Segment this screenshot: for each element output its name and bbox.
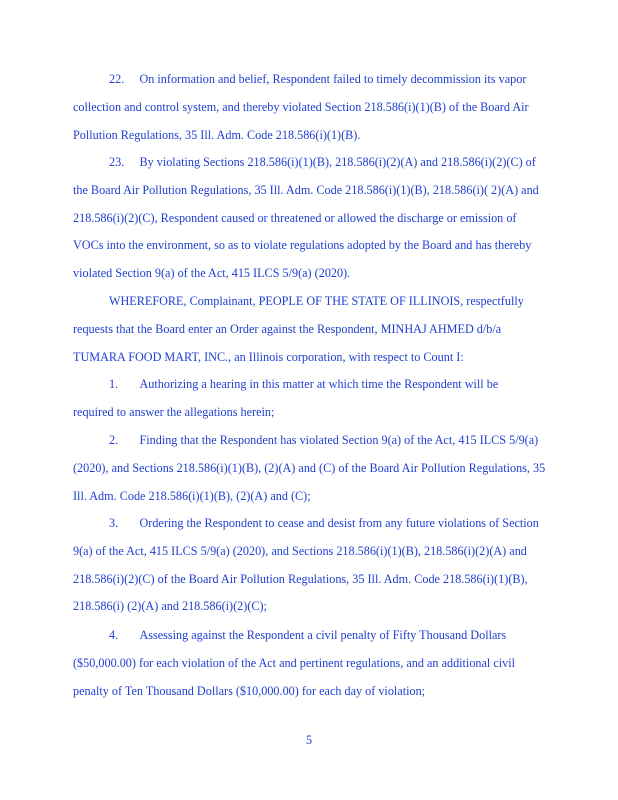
paragraph-line: 23. By violating Sections 218.586(i)(1)(B), 218.586(i)(2)(A) and 218.586(i)(2)(C) of xyxy=(109,155,536,169)
paragraph-line: 218.586(i)(2)(C), Respondent caused or threatened or allowed the discharge or emission of xyxy=(73,210,517,225)
paragraph-line: VOCs into the environment, so as to violate regulations adopted by the Board and has thereby xyxy=(73,238,532,253)
request-item-1 xyxy=(73,371,593,427)
paragraph-line: requests that the Board enter an Order against the Respondent, MINHAJ AHMED d/b/a xyxy=(73,321,502,336)
paragraph-line: ($50,000.00) for each violation of the Act and pertinent regulations, and an additional civil xyxy=(73,655,516,670)
paragraph-line: collection and control system, and thereby violated Section 218.586(i)(1)(B) of the Board Air xyxy=(73,99,529,114)
paragraph-23 xyxy=(73,149,593,288)
paragraph-line: 9(a) of the Act, 415 ILCS 5/9(a) (2020), and Sections 218.586(i)(1)(B), 218.586(i)(2)(A) and xyxy=(73,543,527,558)
paragraph-line: the Board Air Pollution Regulations, 35 Ill. Adm. Code 218.586(i)(1)(B), 218.586(i)( 2)(A) and xyxy=(73,182,539,197)
request-item-4 xyxy=(73,622,593,705)
page-number: 5 xyxy=(305,733,313,747)
paragraph-line: Ill. Adm. Code 218.586(i)(1)(B), (2)(A) and (C); xyxy=(73,488,311,503)
paragraph-line: Pollution Regulations, 35 Ill. Adm. Code 218.586(i)(1)(B). xyxy=(73,127,361,142)
paragraph-line: 2. Finding that the Respondent has violated Section 9(a) of the Act, 415 ILCS 5/9(a) xyxy=(109,433,539,447)
paragraph-line: 4. Assessing against the Respondent a civil penalty of Fifty Thousand Dollars xyxy=(109,628,507,642)
paragraph-line: violated Section 9(a) of the Act, 415 ILCS 5/9(a) (2020). xyxy=(73,266,351,281)
paragraph-line: TUMARA FOOD MART, INC., an Illinois corporation, with respect to Count I: xyxy=(73,349,464,364)
paragraph-line: 1. Authorizing a hearing in this matter at which time the Respondent will be xyxy=(109,377,499,391)
paragraph-line: required to answer the allegations herein; xyxy=(73,404,275,419)
paragraph-wherefore xyxy=(73,288,593,371)
paragraph-line: penalty of Ten Thousand Dollars ($10,000.00) for each day of violation; xyxy=(73,683,426,698)
paragraph-22 xyxy=(73,66,593,149)
paragraph-line: 218.586(i) (2)(A) and 218.586(i)(2)(C); xyxy=(73,599,267,614)
paragraph-line: WHEREFORE, Complainant, PEOPLE OF THE STATE OF ILLINOIS, respectfully xyxy=(109,294,524,308)
request-item-2 xyxy=(73,427,593,510)
paragraph-line: 218.586(i)(2)(C) of the Board Air Pollution Regulations, 35 Ill. Adm. Code 218.586(i)(1)(B), xyxy=(73,571,528,586)
request-item-3 xyxy=(73,510,593,621)
paragraph-line: (2020), and Sections 218.586(i)(1)(B), (2)(A) and (C) of the Board Air Pollution Regulations, 35 xyxy=(73,460,546,475)
paragraph-line: 22. On information and belief, Respondent failed to timely decommission its vapor xyxy=(109,72,527,86)
paragraph-line: 3. Ordering the Respondent to cease and desist from any future violations of Section xyxy=(109,516,539,530)
